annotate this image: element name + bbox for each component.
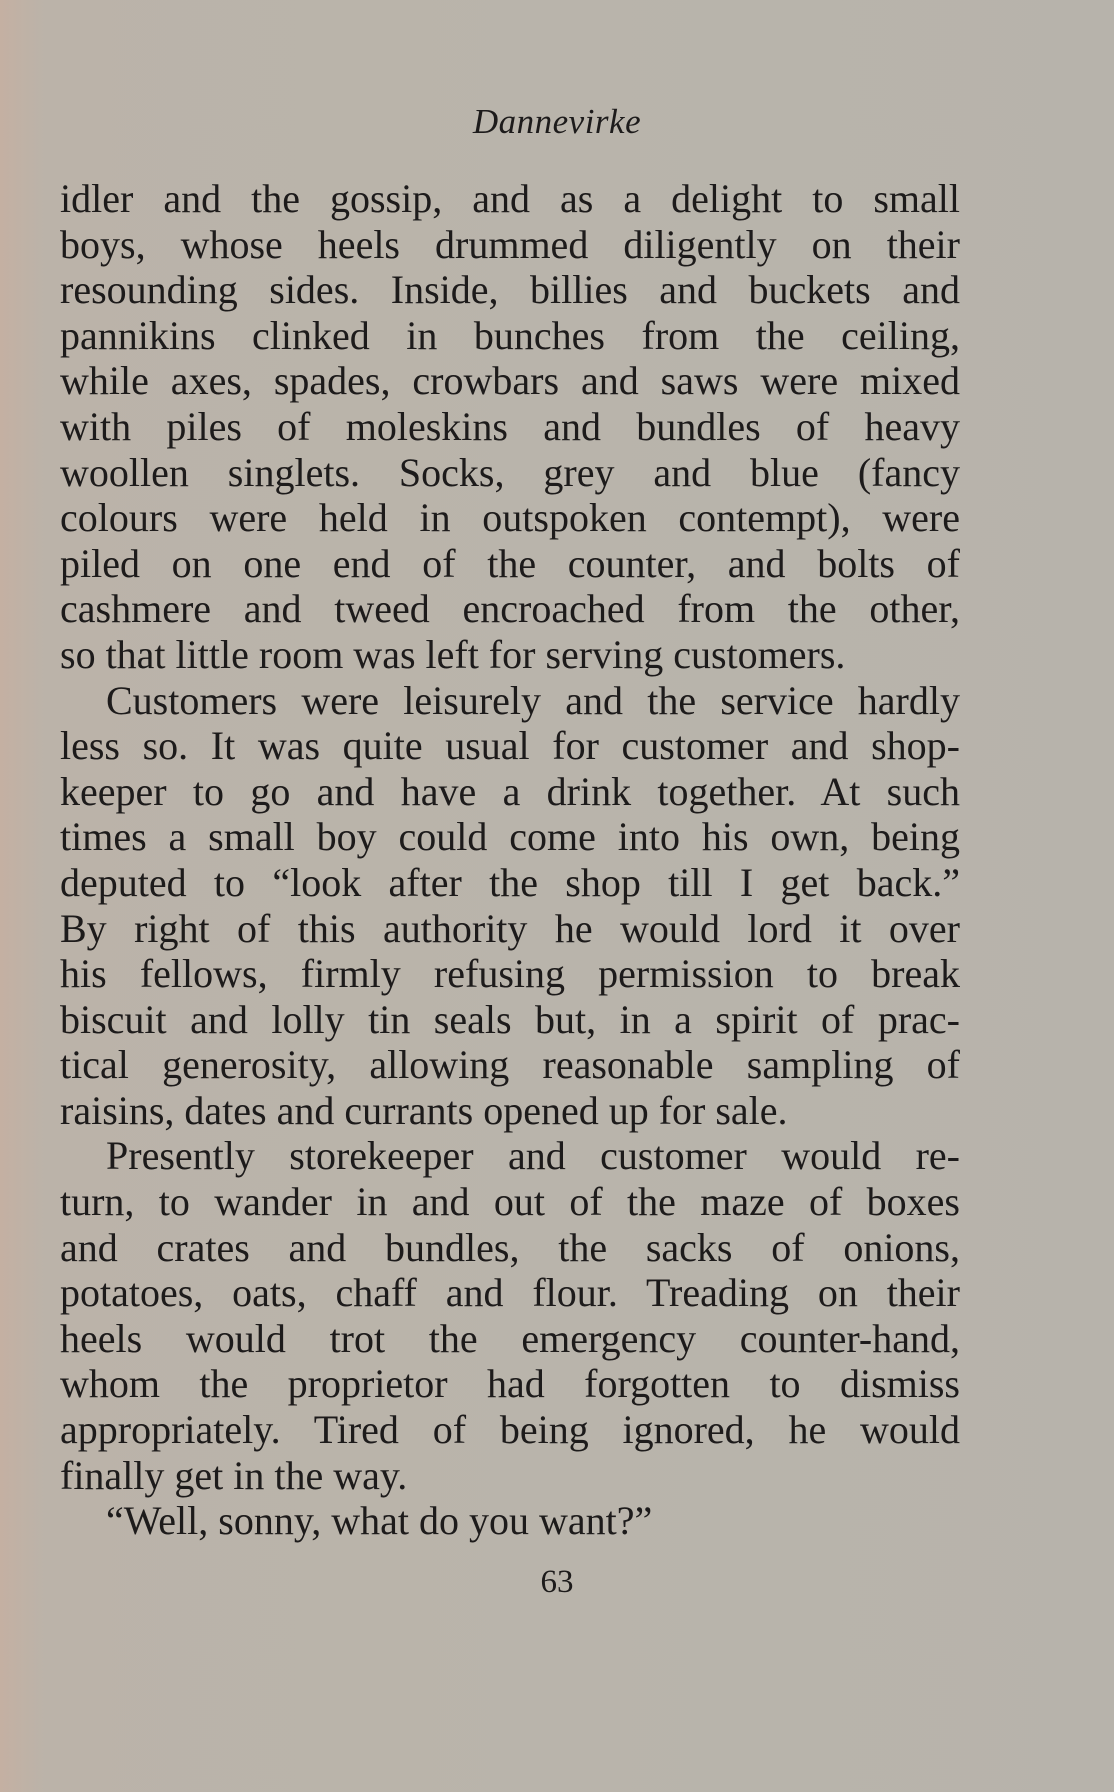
text-line: turn, to wander in and out of the maze of boxes — [60, 1179, 960, 1225]
text-line: By right of this authority he would lord it over — [60, 905, 960, 951]
paragraph — [60, 678, 960, 1134]
paragraph — [60, 176, 960, 678]
text-line: potatoes, oats, chaff and flour. Treading on their — [60, 1270, 960, 1316]
text-line: raisins, dates and currants opened up for sale. — [60, 1087, 788, 1133]
text-line: so that little room was left for serving customers. — [60, 631, 846, 677]
text-line: with piles of moleskins and bundles of heavy — [60, 403, 960, 449]
page-number: 63 — [540, 1564, 574, 1600]
text-line: while axes, spades, crowbars and saws were mixed — [60, 358, 960, 404]
text-line: cashmere and tweed encroached from the other, — [60, 586, 960, 632]
text-line: Customers were leisurely and the service hardly — [106, 677, 960, 723]
text-line: his fellows, firmly refusing permission to break — [60, 951, 960, 997]
body-text — [60, 176, 960, 1544]
text-line: whom the proprietor had forgotten to dismiss — [60, 1361, 960, 1407]
text-line: heels would trot the emergency counter-hand, — [60, 1315, 960, 1361]
paragraph — [60, 1133, 960, 1498]
text-line: biscuit and lolly tin seals but, in a spirit of prac- — [60, 996, 960, 1042]
running-head: Dannevirke — [472, 102, 642, 141]
paragraph — [60, 1498, 960, 1544]
text-line: deputed to “look after the shop till I get back.” — [60, 859, 960, 905]
text-line: Presently storekeeper and customer would re- — [106, 1133, 960, 1179]
text-line: piled on one end of the counter, and bolts of — [60, 540, 960, 586]
text-line: resounding sides. Inside, billies and buckets and — [60, 267, 960, 313]
text-line: idler and the gossip, and as a delight to small — [60, 176, 960, 221]
text-line: boys, whose heels drummed diligently on their — [60, 221, 960, 267]
text-line: and crates and bundles, the sacks of onions, — [60, 1224, 960, 1270]
text-line: tical generosity, allowing reasonable sampling of — [60, 1042, 960, 1088]
text-line: appropriately. Tired of being ignored, he would — [60, 1407, 960, 1453]
text-line: less so. It was quite usual for customer and shop- — [60, 723, 960, 769]
text-line: “Well, sonny, what do you want?” — [106, 1498, 653, 1544]
text-line: pannikins clinked in bunches from the ceiling, — [60, 312, 960, 358]
text-line: colours were held in outspoken contempt), were — [60, 495, 960, 541]
text-line: finally get in the way. — [60, 1452, 408, 1498]
text-line: woollen singlets. Socks, grey and blue (fancy — [60, 449, 960, 495]
text-line: times a small boy could come into his own, being — [60, 814, 960, 860]
text-line: keeper to go and have a drink together. At such — [60, 768, 960, 814]
